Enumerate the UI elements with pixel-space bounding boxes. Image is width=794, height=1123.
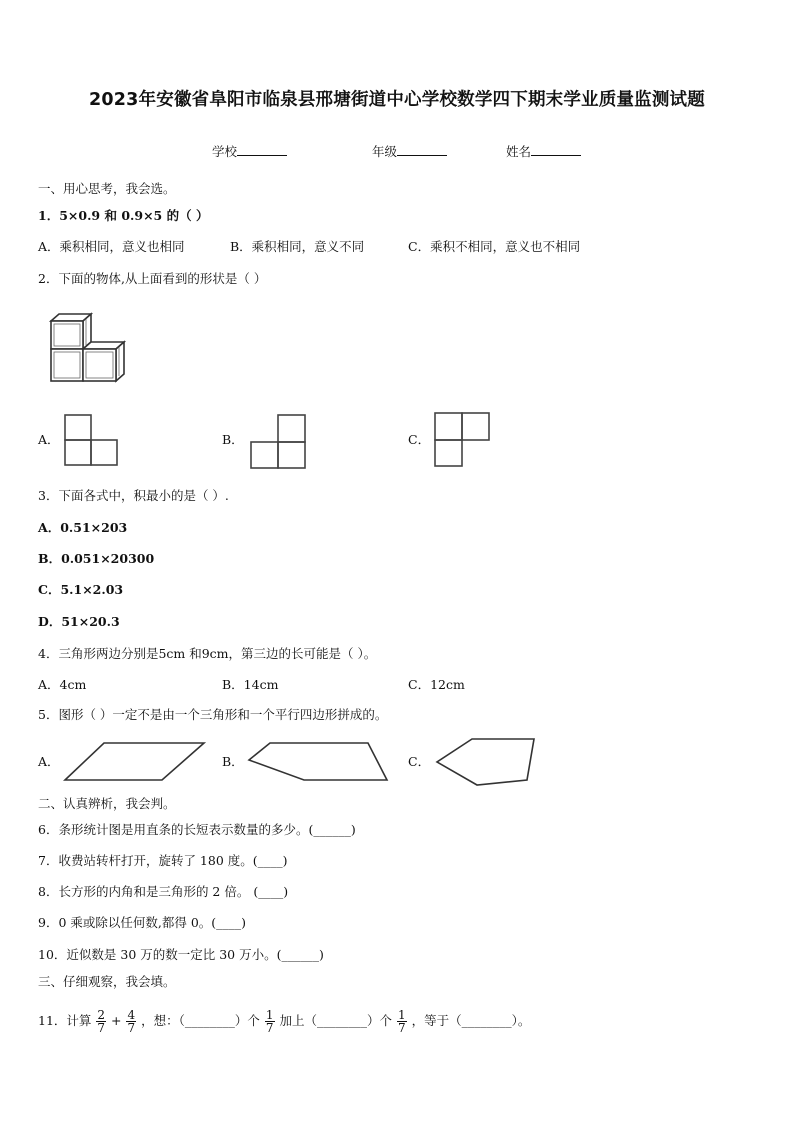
- fraction-1-7-b: $\frac{1}{7}$: [397, 1008, 406, 1035]
- section-heading-2: 二、认真辨析，我会判。: [38, 796, 176, 811]
- fraction-4-7: $\frac{4}{7}$: [127, 1008, 136, 1035]
- question-9: 9．0 乘或除以任何数,都得 0。(____): [38, 915, 247, 930]
- question-4-stem: 4．三角形两边分别是5cm 和9cm，第三边的长可能是（ ）。: [38, 646, 377, 661]
- name-label: 姓名: [506, 144, 532, 159]
- grade-blank[interactable]: [397, 142, 447, 156]
- question-2-option-c[interactable]: C．: [408, 432, 431, 447]
- question-11: [38, 1008, 530, 1034]
- question-4-option-a[interactable]: A．4cm: [38, 677, 87, 692]
- q11-add: 加上（________）个: [279, 1013, 392, 1028]
- school-label: 学校: [212, 144, 238, 159]
- fraction-2-7: $\frac{2}{7}$: [97, 1008, 106, 1035]
- school-field[interactable]: [212, 142, 287, 160]
- question-3-option-c[interactable]: C．5.1×2.03: [38, 582, 124, 597]
- school-blank[interactable]: [237, 142, 287, 156]
- question-7: 7．收费站转杆打开，旋转了 180 度。(____): [38, 853, 288, 868]
- question-3-stem: 3．下面各式中，积最小的是（ ）.: [38, 488, 229, 503]
- question-1-stem: 1．5×0.9 和 0.9×5 的（ ）: [38, 208, 209, 223]
- q11-think: ，想：（________）个: [141, 1013, 260, 1028]
- cube-stack-figure: [46, 312, 136, 384]
- question-6: 6．条形统计图是用直条的长短表示数量的多少。(______): [38, 822, 356, 837]
- grade-label: 年级: [372, 144, 398, 159]
- question-3-option-d[interactable]: D．51×20.3: [38, 614, 120, 629]
- question-5-option-b[interactable]: B．: [222, 754, 244, 769]
- question-5-option-a[interactable]: A．: [38, 754, 60, 769]
- question-2-option-b[interactable]: B．: [222, 432, 244, 447]
- option-a-shape-icon: [64, 414, 120, 468]
- plus-sign: +: [111, 1013, 122, 1028]
- option-c-shape-icon: [434, 412, 492, 468]
- question-2-option-a[interactable]: A．: [38, 432, 60, 447]
- irregular-pentagon-shape-icon: [432, 734, 542, 790]
- pentagon-shape-icon: [244, 740, 392, 784]
- question-4-option-b[interactable]: B．14cm: [222, 677, 279, 692]
- question-10: 10．近似数是 30 万的数一定比 30 万小。(______): [38, 947, 324, 962]
- name-blank[interactable]: [531, 142, 581, 156]
- page-title: 2023年安徽省阜阳市临泉县邢塘街道中心学校数学四下期末学业质量监测试题: [89, 90, 705, 110]
- grade-field[interactable]: [372, 142, 447, 160]
- question-1-option-a[interactable]: A．乘积相同，意义也相同: [38, 239, 185, 254]
- name-field[interactable]: [506, 142, 581, 160]
- question-1-option-b[interactable]: B．乘积相同，意义不同: [230, 239, 365, 254]
- question-5-option-c[interactable]: C．: [408, 754, 431, 769]
- option-b-shape-icon: [250, 414, 308, 470]
- section-heading-3: 三、仔细观察，我会填。: [38, 974, 176, 989]
- question-3-option-b[interactable]: B．0.051×20300: [38, 551, 155, 566]
- question-4-option-c[interactable]: C．12cm: [408, 677, 465, 692]
- question-3-option-a[interactable]: A．0.51×203: [38, 520, 128, 535]
- q11-lead: 11．计算: [38, 1013, 92, 1028]
- parallelogram-shape-icon: [60, 740, 210, 784]
- question-1-option-c[interactable]: C．乘积不相同，意义也不相同: [408, 239, 581, 254]
- question-2-stem: 2．下面的物体,从上面看到的形状是（ ）: [38, 271, 267, 286]
- question-8: 8．长方形的内角和是三角形的 2 倍。 (____): [38, 884, 289, 899]
- fraction-1-7-a: $\frac{1}{7}$: [265, 1008, 274, 1035]
- q11-equals: ，等于（________）。: [411, 1013, 531, 1028]
- question-5-stem: 5．图形（ ）一定不是由一个三角形和一个平行四边形拼成的。: [38, 707, 388, 722]
- section-heading-1: 一、用心思考，我会选。: [38, 181, 176, 196]
